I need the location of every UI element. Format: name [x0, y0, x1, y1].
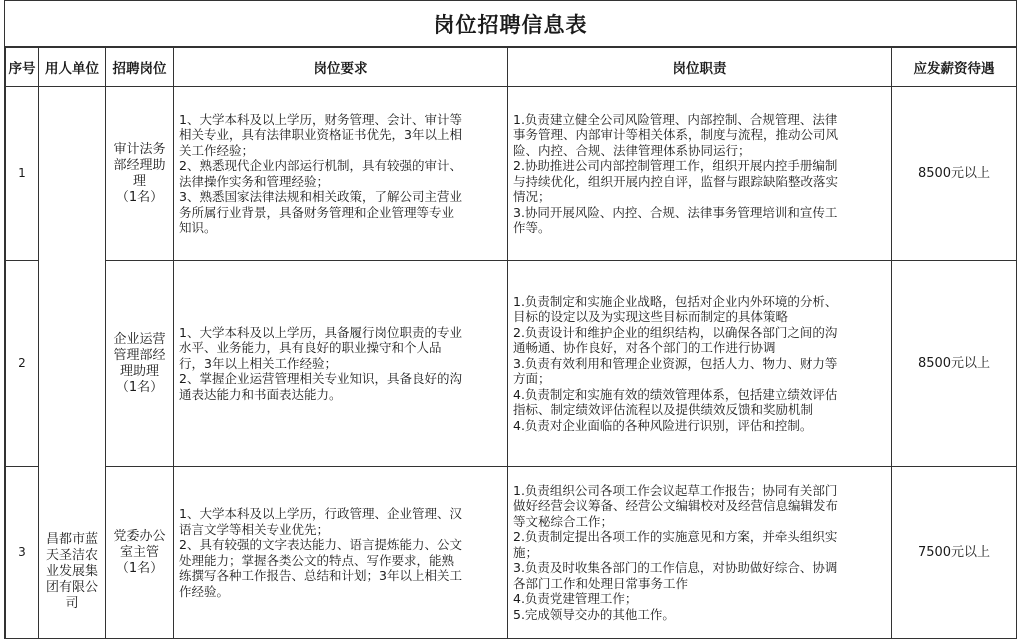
duty-line: 与持续优化，组织开展内控自评，监督与跟踪缺陷整改落实 — [513, 173, 839, 189]
duty-line: 4.负责党建管理工作； — [513, 591, 638, 607]
duty-line: 3.协同开展风险、内控、合规、法律事务管理培训和宣传工 — [513, 204, 838, 220]
position-line: （1名） — [115, 379, 164, 395]
header-no: 序号 — [6, 48, 39, 87]
duty-line: 2.负责设计和维护企业的组织结构，以确保各部门之间的沟 — [513, 324, 838, 340]
requirement-line: 通表达能力和书面表达能力。 — [179, 386, 342, 402]
position-cell — [106, 87, 174, 261]
duty-line: 1.负责建立健全公司风险管理、内部控制、合规管理、法律 — [513, 111, 838, 127]
header-duties: 岗位职责 — [508, 48, 892, 87]
duty-line: 4.负责制定和实施有效的绩效管理体系，包括建立绩效评估 — [513, 386, 838, 402]
page-title: 岗位招聘信息表 — [5, 0, 1016, 47]
table-frame — [4, 0, 1017, 639]
duty-line: 指标、制定绩效评估流程以及提供绩效反馈和奖励机制 — [513, 402, 814, 418]
requirement-line: 2、具有较强的文字表达能力、语言提炼能力、公文 — [179, 537, 462, 552]
duty-line: 方面； — [513, 371, 551, 387]
header-row — [6, 48, 1017, 87]
requirement-line: 相关专业，具有法律职业资格证书优先，3年以上相 — [179, 127, 462, 142]
header-position: 招聘岗位 — [106, 48, 174, 87]
salary-cell: 8500元以上 — [892, 261, 1017, 467]
duties-cell — [508, 261, 892, 467]
header-requirements: 岗位要求 — [174, 48, 508, 87]
position-line: 理助理 — [119, 363, 159, 379]
duty-line: 等文秘综合工作； — [513, 513, 614, 529]
table-row — [6, 87, 1017, 261]
duty-line: 1.负责组织公司各项工作会议起草工作报告；协同有关部门 — [513, 482, 838, 498]
duty-line: 2.协助推进公司内部控制管理工作，组织开展内控手册编制 — [513, 158, 838, 173]
requirement-line: 行，3年以上相关工作经验； — [179, 355, 337, 371]
header-salary: 应发薪资待遇 — [892, 48, 1017, 87]
employer-line: 天圣洁农 — [45, 548, 98, 563]
duty-line: 做好经营会议筹备、经营公文编辑校对及经营信息编辑发布 — [513, 498, 839, 514]
row-number: 3 — [6, 467, 39, 639]
duty-line: 4.负责对企业面临的各种风险进行识别，评估和控制。 — [513, 417, 813, 433]
requirement-line: 语言文学等相关专业优先； — [179, 521, 330, 537]
requirement-line: 1、大学本科及以上学历，行政管理、企业管理、汉 — [179, 506, 462, 521]
requirements-cell — [174, 261, 508, 467]
employer-line: 团有限公 — [45, 580, 98, 595]
table-row — [6, 467, 1017, 639]
requirement-line: 知识。 — [179, 220, 217, 235]
row-number: 1 — [6, 87, 39, 261]
requirement-line: 1、大学本科及以上学历，具备履行岗位职责的专业 — [179, 324, 462, 340]
employer-line: 昌都市蓝 — [45, 532, 98, 547]
duties-cell — [508, 87, 892, 261]
duty-line: 各部门工作和处理日常事务工作 — [513, 575, 689, 591]
position-cell — [106, 467, 174, 639]
position-line: （1名） — [115, 189, 164, 205]
duty-line: 情况； — [513, 189, 551, 204]
employer-line: 司 — [65, 596, 79, 611]
requirements-cell — [174, 87, 508, 261]
row-number: 2 — [6, 261, 39, 467]
duty-line: 险、内控、合规、法律管理体系协同运行； — [513, 142, 751, 158]
duty-line: 通畅通、协作良好，对各个部门的工作进行协调 — [513, 340, 776, 356]
employer-cell — [39, 87, 106, 639]
duty-line: 5.完成领导交办的其他工作。 — [513, 606, 675, 622]
duty-line: 3.负责及时收集各部门的工作信息，对协助做好综合、协调 — [513, 560, 838, 576]
duty-line: 事务管理、内部审计等相关体系，制度与流程，推动公司风 — [513, 127, 839, 142]
position-line: 部经理助 — [113, 157, 166, 173]
requirement-line: 练撰写各种工作报告、总结和计划；3年以上相关工 — [179, 568, 462, 583]
position-line: 党委办公 — [113, 528, 166, 544]
duty-line: 3.负责有效利用和管理企业资源，包括人力、物力、财力等 — [513, 355, 838, 371]
header-unit: 用人单位 — [39, 48, 106, 87]
requirement-line: 处理能力；掌握各类公文的特点、写作要求，能熟 — [179, 552, 455, 568]
position-line: （1名） — [115, 560, 164, 576]
requirement-line: 1、大学本科及以上学历，财务管理、会计、审计等 — [179, 111, 462, 127]
requirement-line: 2、掌握企业运营管理相关专业知识，具备良好的沟 — [179, 371, 462, 387]
position-line: 审计法务 — [113, 141, 166, 157]
position-line: 管理部经 — [113, 347, 166, 363]
recruitment-table — [5, 47, 1017, 639]
duties-cell — [508, 467, 892, 639]
employer-line: 业发展集 — [45, 564, 98, 579]
requirement-line: 水平、业务能力，具有良好的职业操守和个人品 — [179, 340, 442, 356]
requirement-line: 关工作经验； — [179, 142, 255, 158]
requirement-line: 作经验。 — [179, 583, 230, 599]
salary-cell: 8500元以上 — [892, 87, 1017, 261]
duty-line: 目标的设定以及为实现这些目标而制定的具体策略 — [513, 309, 789, 325]
duty-line: 施； — [513, 544, 539, 560]
requirement-line: 务所属行业背景，具备财务管理和企业管理等专业 — [179, 204, 455, 220]
requirement-line: 法律操作实务和管理经验； — [179, 173, 330, 189]
duty-line: 1.负责制定和实施企业战略，包括对企业内外环境的分析、 — [513, 293, 838, 309]
duty-line: 2.负责制定提出各项工作的实施意见和方案，并牵头组织实 — [513, 529, 838, 545]
requirement-line: 3、熟悉国家法律法规和相关政策，了解公司主营业 — [179, 189, 462, 204]
position-cell — [106, 261, 174, 467]
position-line: 企业运营 — [113, 331, 166, 347]
salary-cell: 7500元以上 — [892, 467, 1017, 639]
requirement-line: 2、熟悉现代企业内部运行机制，具有较强的审计、 — [179, 158, 462, 173]
position-line: 理 — [132, 173, 146, 189]
position-line: 室主管 — [119, 544, 159, 560]
duty-line: 作等。 — [513, 220, 551, 235]
requirements-cell — [174, 467, 508, 639]
table-row — [6, 261, 1017, 467]
